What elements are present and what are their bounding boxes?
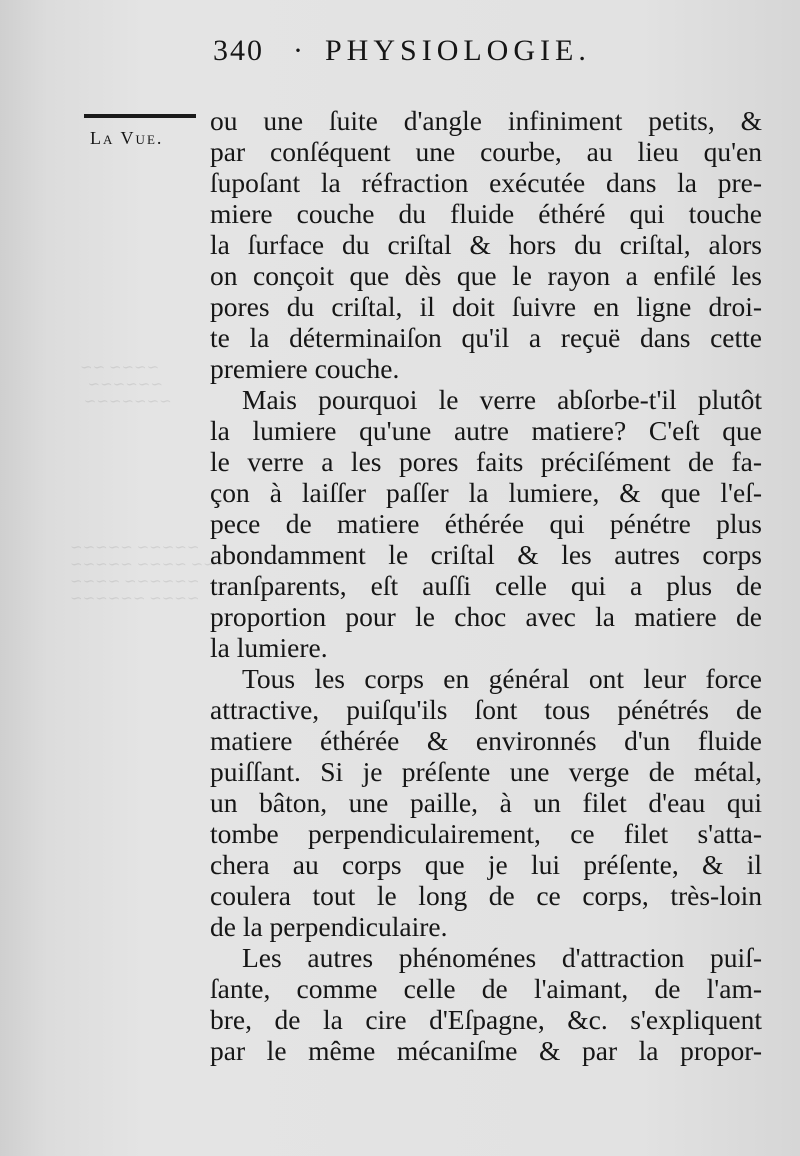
text-line: tombe perpendiculairement, ce filet s'atta- [210, 818, 762, 849]
running-title: PHYSIOLOGIE. [325, 34, 591, 67]
text-line: le verre a les pores faits préciſément de fa- [210, 446, 762, 477]
text-line: par conſéquent une courbe, au lieu qu'en [210, 136, 762, 167]
text-line: on conçoit que dès que le rayon a enfilé les [210, 260, 762, 291]
margin-section-label: La Vue. [90, 128, 164, 148]
text-line: attractive, puiſqu'ils ſont tous pénétrés de [210, 694, 762, 725]
paragraph [210, 105, 762, 384]
text-line: coulera tout le long de ce corps, très-loin [210, 880, 762, 911]
text-line: miere couche du fluide éthéré qui touche [210, 198, 762, 229]
text-line: bre, de la cire d'Eſpagne, &c. s'expliquent [210, 1004, 762, 1035]
text-line: la ſurface du criſtal & hors du criſtal, alors [210, 229, 762, 260]
text-line: ſupoſant la réfraction exécutée dans la pre- [210, 167, 762, 198]
text-line: proportion pour le choc avec la matiere de [210, 601, 762, 632]
text-line: pece de matiere éthérée qui pénétre plus [210, 508, 762, 539]
bleed-through-decoration: ∽∽∽∽∽ ∽∽∽∽∽ ∽∽∽∽∽ ∽∽∽∽ ∽∽∽ ∽∽∽∽ ∽∽∽∽∽∽ ∽∽∽∽∽∽ ∽∽∽∽ [70, 540, 229, 607]
header-separator: · [293, 34, 305, 67]
text-line: pores du criſtal, il doit ſuivre en ligne droi- [210, 291, 762, 322]
text-line: Tous les corps en général ont leur force [242, 663, 762, 694]
paragraph [210, 384, 762, 663]
text-line: tranſparents, eſt auſſi celle qui a plus de [210, 570, 762, 601]
text-line: puiſſant. Si je préſente une verge de métal, [210, 756, 762, 787]
margin-rule [84, 114, 196, 118]
main-text [210, 105, 762, 1066]
text-line: te la déterminaiſon qu'il a reçuë dans cette [210, 322, 762, 353]
text-line: ou une ſuite d'angle infiniment petits, & [210, 105, 762, 136]
text-line: la lumiere. [210, 632, 328, 663]
paragraph [210, 663, 762, 942]
text-line: premiere couche. [210, 353, 400, 384]
page-number: 340 [213, 34, 264, 67]
text-line: un bâton, une paille, à un filet d'eau qui [210, 787, 762, 818]
paragraph [210, 942, 762, 1066]
page-header [213, 34, 773, 74]
text-line: chera au corps que je lui préſente, & il [210, 849, 762, 880]
text-line: par le même mécaniſme & par la propor- [210, 1035, 762, 1066]
text-line: matiere éthérée & environnés d'un fluide [210, 725, 762, 756]
text-line: Mais pourquoi le verre abſorbe-t'il plutôt [242, 384, 762, 415]
text-line: abondamment le criſtal & les autres corps [210, 539, 762, 570]
text-line: çon à laiſſer paſſer la lumiere, & que l'eſ- [210, 477, 762, 508]
text-line: ſante, comme celle de l'aimant, de l'am- [210, 973, 762, 1004]
bleed-through-decoration: ∽∽ ∽∽∽∽ ∽∽∽∽∽∽ ∽∽∽∽∽∽∽ [80, 360, 172, 410]
text-line: Les autres phénoménes d'attraction puiſ- [242, 942, 762, 973]
text-line: la lumiere qu'une autre matiere? C'eſt que [210, 415, 762, 446]
text-line: de la perpendiculaire. [210, 911, 448, 942]
